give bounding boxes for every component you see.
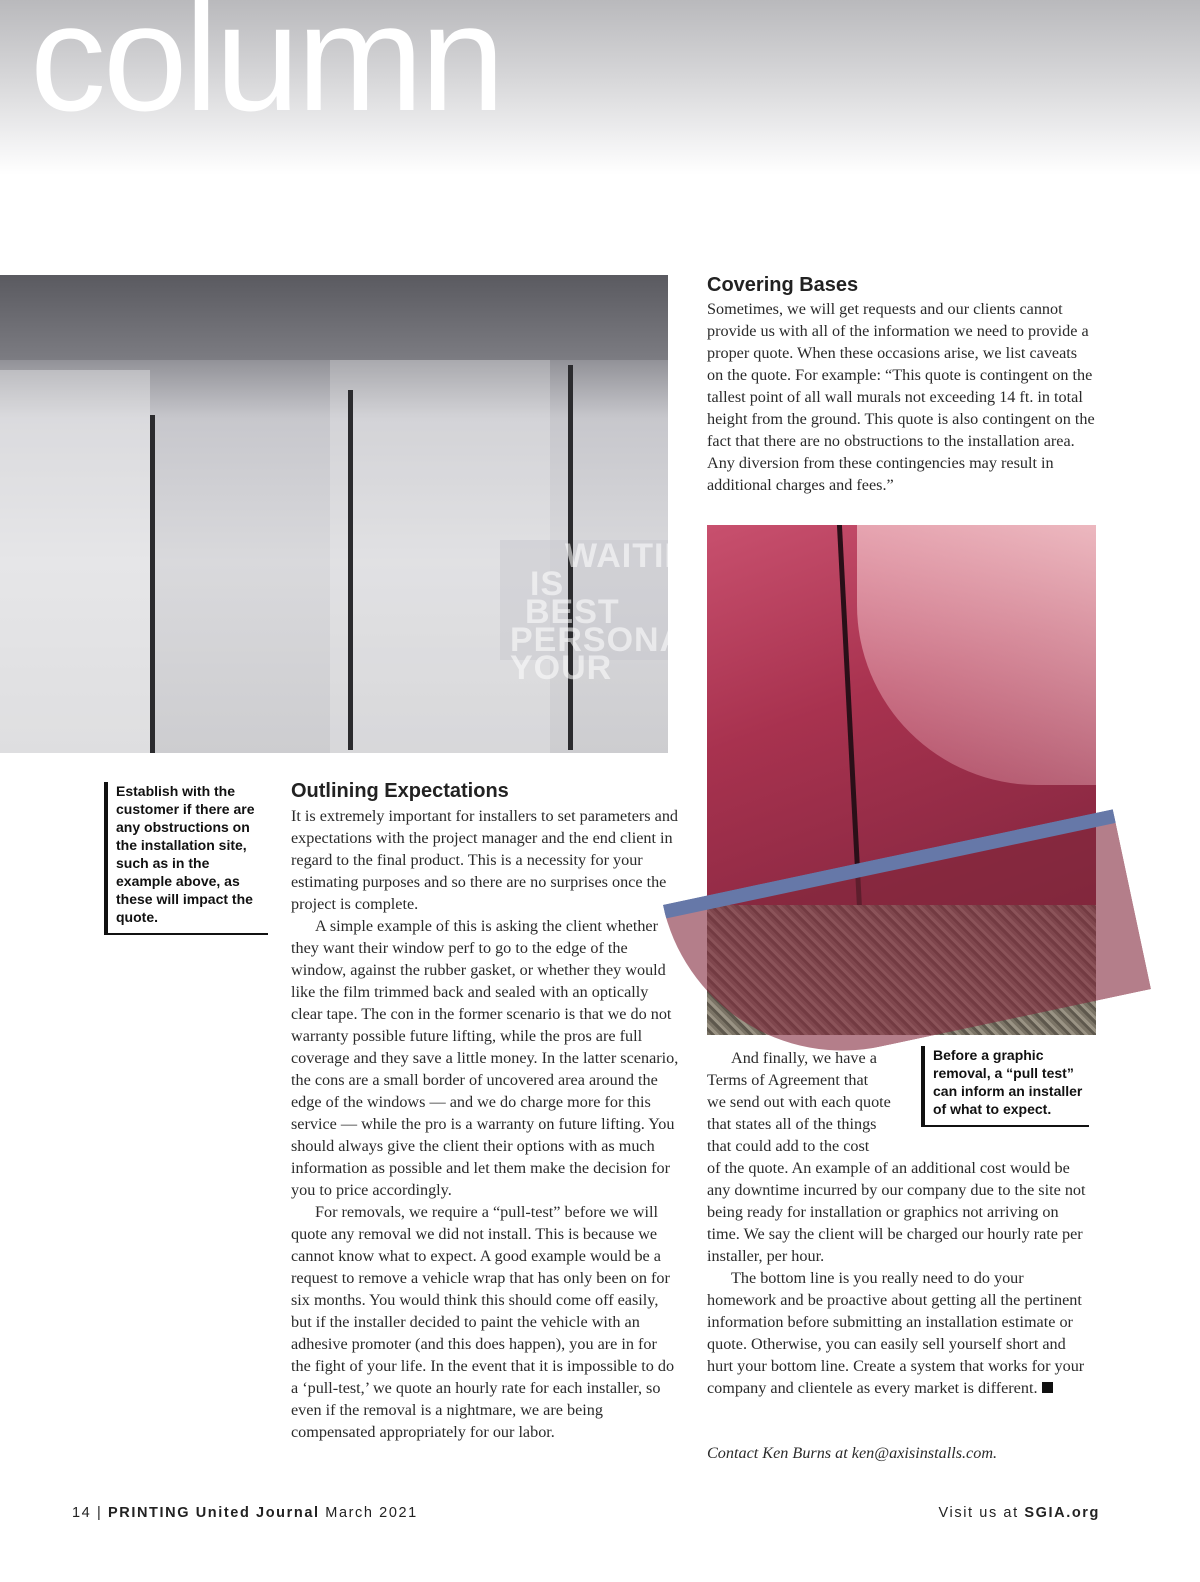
visit-prefix: Visit us at bbox=[938, 1505, 1019, 1521]
paragraph: of the quote. An example of an additional cost would be any downtime incurred by our company due to the site not being ready for installation or graphics not arriving on time. We say the client will be charged our hourly rate per installer, per hour. bbox=[707, 1159, 1086, 1265]
paragraph: A simple example of this is asking the client whether they want their window perf to go to the edge of the window, against the rubber gasket, or whether they would like the film trimmed back and sealed with an optically clear tape. The con in the former scenario is that we do not warranty possible future lifting, while the pros are full coverage and they save a little money. In the latter scenario, the cons are a small border of uncovered area around the edge of the windows — and we do charge more for this service — while the pro is a warranty on future lifting. You should always give the client their options with as much information as possible and let them make the decision for you to price accordingly. bbox=[291, 917, 679, 1199]
wall-mural-photo bbox=[0, 275, 707, 753]
photo-caption-left: Establish with the customer if there are any obstructions on the installation site, such as in the example above, as these will impact the quote. bbox=[104, 782, 268, 935]
wall-word: PERSONAL bbox=[510, 621, 707, 659]
finally-wrap-text bbox=[707, 1047, 912, 1157]
section-title: column bbox=[30, 0, 502, 143]
car-door-photo bbox=[707, 525, 1096, 1035]
paragraph: Sometimes, we will get requests and our clients cannot provide us with all of the information we need to provide a proper quote. When these occasions arise, we list caveats on the quote. For example: “This quote is contingent on the tallest point of all wall murals not exceeding 14 ft. in total height from the ground. This quote is also contingent on the fact that there are no obstructions to the installation area. Any diversion from these contingencies may result in additional charges and fees.” bbox=[707, 300, 1095, 494]
finally-text bbox=[707, 1157, 1095, 1399]
text-line: that states all of the things bbox=[707, 1115, 877, 1133]
wall-rail bbox=[348, 390, 353, 750]
bottom-line-text: The bottom line is you really need to do your homework and be proactive about getting all the pertinent information before submitting an installation estimate or quote. Otherwise, you can easily sell yourself short and hurt your bottom line. Create a system that works for your company and clientele as every market is different. bbox=[707, 1269, 1085, 1397]
outlining-expectations-text bbox=[291, 805, 679, 1443]
publication-name: PRINTING United Journal bbox=[108, 1505, 320, 1521]
header-band bbox=[0, 0, 1200, 175]
car-skirt bbox=[663, 809, 1151, 1085]
issue-date: March 2021 bbox=[325, 1505, 418, 1521]
text-line: that could add to the cost bbox=[707, 1137, 870, 1155]
car-reflection bbox=[857, 525, 1096, 785]
paragraph: It is extremely important for installers to set parameters and expectations with the project manager and the end client in regard to the final product. This is a necessity for your estimating purposes and so there are no surprises once the project is complete. bbox=[291, 807, 679, 913]
covering-bases-heading: Covering Bases bbox=[707, 274, 859, 296]
text-line: Terms of Agreement that bbox=[707, 1071, 869, 1089]
wall-rail bbox=[150, 415, 155, 753]
end-mark-icon bbox=[1042, 1382, 1053, 1393]
wall-panel bbox=[0, 370, 150, 753]
text-line: we send out with each quote bbox=[707, 1093, 891, 1111]
covering-bases-text bbox=[707, 298, 1095, 496]
author-contact: Contact Ken Burns at ken@axisinstalls.com. bbox=[707, 1444, 998, 1462]
outlining-expectations-heading: Outlining Expectations bbox=[291, 780, 509, 802]
wall-ceiling bbox=[0, 275, 668, 360]
wall-word: BEST bbox=[525, 593, 620, 631]
wall-word: YOUR bbox=[510, 649, 613, 687]
website-link[interactable]: SGIA.org bbox=[1024, 1505, 1100, 1521]
wall-word: WAITIN bbox=[565, 537, 690, 575]
footer-right bbox=[939, 1505, 1100, 1521]
footer-separator: | bbox=[96, 1505, 103, 1521]
paragraph: For removals, we require a “pull-test” before we will quote any removal we did not install. This is because we cannot know what to expect. A good example would be a request to remove a vehicle wrap that has only been on for six months. You would think this should come off easily, but if the installer decided to paint the vehicle with an adhesive promoter (and this does happen), you are in for the fight of your life. In the event that it is impossible to do a ‘pull-test,’ we quote an hourly rate for each installer, so even if the removal is a nightmare, we are being compensated appropriately for our labor. bbox=[291, 1203, 675, 1441]
page-number: 14 bbox=[72, 1505, 92, 1521]
text-line: And finally, we have a bbox=[731, 1049, 877, 1067]
photo-caption-right: Before a graphic removal, a “pull test” can inform an installer of what to expect. bbox=[921, 1046, 1089, 1127]
footer-left bbox=[72, 1505, 418, 1521]
wall-word: IS bbox=[530, 565, 565, 603]
paragraph bbox=[707, 1267, 1095, 1399]
